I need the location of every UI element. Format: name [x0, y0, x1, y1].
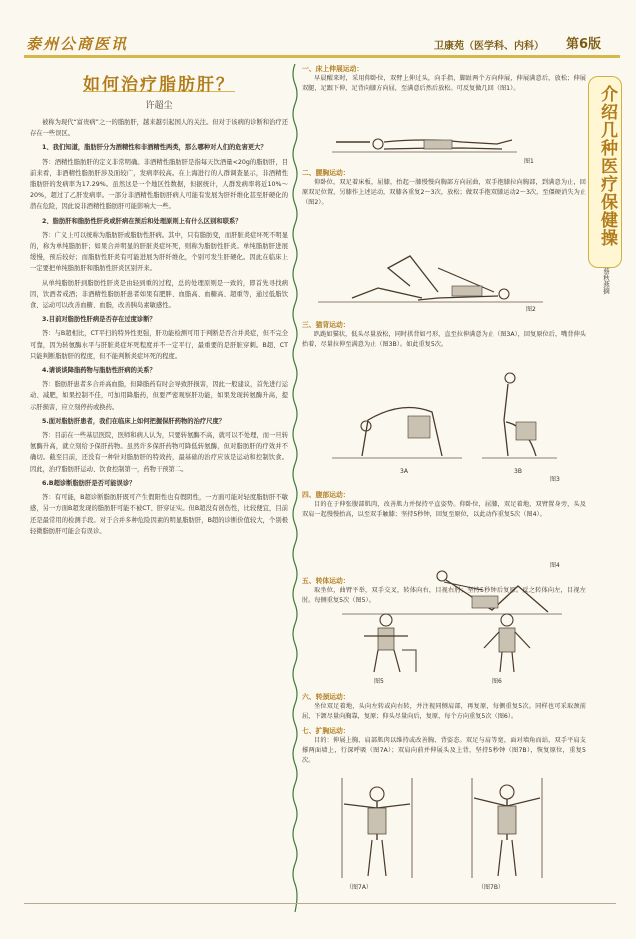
vertical-banner: [588, 76, 622, 268]
figure-7a-caption: （图7A）: [346, 884, 372, 891]
banner-author: 蔡秋燕摘: [602, 268, 610, 294]
figure-2-knee-hug: [318, 228, 548, 312]
article-title: 如何治疗脂肪肝？: [83, 75, 235, 95]
article-paragraph: 答：酒精性脂肪肝的定义非常明确。非酒精性脂肪肝是指每天饮酒量<20g的脂肪肝，目前来看，非酒精性脂肪肝涉及面较广，发病率较高。在上海进行的人群调查显示，非酒精性脂肪肝的发病率为17.29%。虽然这是一个地区性数据，但据统计，人群发病率将近10%～20%，超过了乙肝发病率。一部分非酒精性脂肪肝病人可能有发展为肝纤维化甚至肝硬化的潜在危险，因此说非酒精性脂肪肝可能影响大一些。: [30, 158, 288, 211]
exercise-1: [302, 64, 586, 94]
figure-3a-caption: 3A: [400, 468, 408, 475]
header-rule: [24, 55, 620, 58]
figure-7a-corner-stretch: [332, 774, 422, 880]
article-paragraph: 答：目前在一些基层医院，医师和病人认为，只要转氨酶不高，就可以不处理，而一旦转氨酶升高，就立刻给予保肝药物。虽然许多保肝药物可降低转氨酶，但对脂肪肝的疗效并不确切。截至目前，还没有一种针对脂肪肝的特效药，最基础的治疗应该是运动和控制饮食。因此，治疗脂肪肝运动、饮食控制第一，药物干预第二。: [30, 432, 288, 473]
exercise-text: 目的在于伸张腹部肌肉，改善肌力并保持平直姿势。仰卧位，屈膝，双足着地，双臂置身旁，头及双肩一起慢慢抬高，以至双手触膝；坚持5秒钟，回复至原位，以此动作重复5次（图4）。: [302, 501, 586, 519]
exercise-text: 目的：伸展上胸、肩部肌肉以维持或改善胸、背姿态。双足与肩等宽，面对墙角而站，双手平肩支撑两面墙上，行深呼吸（图7A）；双肩向前并伸展头及上背，坚持5秒钟（图7B），恢复原位，重复5次。: [302, 737, 586, 765]
exercise-heading: 四、腹部运动：: [302, 491, 350, 499]
exercise-text: 取坐位，曲臂平举，双手交叉，转体向右，目视右肘；坚持5秒钟后复原。反之转体向左，目视左肘。每侧重复5次（图5）。: [302, 587, 586, 605]
exercise-heading: 一、床上伸展运动：: [302, 65, 364, 73]
exercise-heading: 五、转体运动：: [302, 577, 350, 585]
figure-1-lying-stretch: [312, 118, 532, 162]
exercise-text: 坐位双足着地，头向左转或向右转，并注视同侧肩部，再复原，每侧重复5次。同样也可采取颈前屈，下颌尽量向胸靠，复原；仰头尽量向后，复原，每个方向重复5次（图6）。: [302, 703, 586, 721]
section-tag: 卫康苑（医学科、内科）: [434, 41, 544, 52]
article-question: 2、脂肪肝和脂肪性肝炎或肝病在预后和处理原则上有什么区别和联系？: [42, 217, 242, 225]
article-question: 3.目前对脂肪性肝病是否存在过度诊断？: [42, 316, 156, 324]
article-column: [30, 66, 288, 540]
article-body: [30, 117, 288, 537]
article-paragraph: 答：有可能，B超诊断脂肪肝既可产生假阳性也有假阴性，一方面可能对轻度脂肪肝不敏感，另一方面B超发现的脂肪肝可能不被CT、肝穿证实。但B超没有创伤性，比较便宜，目前还是最常用的检测手段。对于合并多种危险因素的明显脂肪肝，B超的诊断价值较大，个别极轻微脂肪肝可能会有误诊。: [30, 494, 288, 535]
exercise-heading: 三、猫背运动：: [302, 321, 350, 329]
article-paragraph: 答：与B超相比，CT平扫的特异性更强，肝功能检测可用于判断是否合并炎症，但不完全可靠，因为转氨酶水平与肝脏炎症坏死程度并不一定平行，最重要的是肝脏穿刺。B超、CT只能判断脂肪肝的程度，但不能判断炎症坏死的程度。: [30, 330, 288, 360]
figure-6-neck-turn: [472, 610, 542, 674]
exercise-text: 趴跪如猫状，低头尽量放松，同时拱背如弓形，直至拉伸满意为止（图3A），回复原位后，嘴背伸头抬着，尽量拉伸至满意为止（图3B）。如此重复5次。: [302, 331, 586, 349]
article-author: 许超尘: [145, 101, 173, 111]
exercise-3: [302, 320, 586, 350]
exercise-column: [302, 64, 586, 904]
article-paragraph: 答：广义上可以统称为脂肪肝或脂肪性肝病。其中，只有脂肪变，而肝脏炎症坏死不明显的，称为单纯脂肪肝；如果合并明显的肝脏炎症坏死，则称为脂肪性肝炎。单纯脂肪肝进展缓慢，预后较好；而脂肪性肝炎有可能进展为肝纤维化，个别可发生肝硬化。因此在临床上一定要把单纯脂肪肝和脂肪性肝炎区别开来。: [30, 231, 288, 273]
page-header: [24, 36, 620, 52]
figure-5-caption: 图5: [374, 678, 384, 685]
masthead: 泰州公商医讯: [26, 35, 129, 53]
footer-rule: [24, 903, 616, 904]
article-question: 1、我们知道，脂肪肝分为酒精性和非酒精性两类，那么哪种对人们的危害更大？: [42, 144, 267, 152]
exercise-2: [302, 168, 586, 209]
exercise-heading: 六、转颈运动：: [302, 693, 350, 701]
page-number: 第6版: [566, 37, 602, 52]
figure-6-caption: 图6: [492, 678, 502, 685]
article-paragraph: 被称为现代“富贵病”之一的脂肪肝，越来越引起国人的关注。但对于该病的诊断和治疗还存在一些误区。: [30, 119, 288, 138]
article-question: 6.B超诊断脂肪肝是否可能误诊？: [42, 479, 136, 487]
column-divider: [290, 64, 300, 912]
exercise-6: [302, 692, 586, 722]
exercise-text: 早晨醒来时，采用仰卧位，双臂上伸过头，向手指，脚趾两个方向伸展，伸展满意后，放松；伸展双腿，足跟下伸，足背向膝方向屈，至满意后然后放松。可反复做几回（图1）。: [302, 75, 586, 93]
exercise-text: 仰卧位，双足着床板，屈膝，抬起一膝慢慢向胸部方向屈曲，双手抱膝拉向胸部，到满意为止，回原双足位置，另膝作上述运动，双膝各重复2～3次，放松；做双手抱双膝运动2～3次，至僵硬消失为止（图2）。: [302, 179, 586, 207]
figure-5-seated-twist: [354, 610, 424, 674]
figure-4-caption: 图4: [550, 562, 560, 569]
exercise-heading: 七、扩胸运动：: [302, 727, 350, 735]
figure-7b-corner-stretch: [462, 774, 552, 880]
figure-7b-caption: （图7B）: [478, 884, 504, 891]
figure-2-caption: 图2: [526, 306, 536, 313]
figure-3-cat-back: [322, 360, 572, 466]
exercise-4: [302, 490, 586, 520]
article-question: 4.请谈谈降脂药物与脂肪性肝病的关系？: [42, 367, 156, 375]
figure-1-caption: 图1: [524, 158, 534, 165]
article-question: 5.面对脂肪肝患者，我们在临床上如何把握保肝药物的治疗尺度？: [42, 417, 226, 425]
figure-3b-caption: 3B: [514, 468, 522, 475]
figure-3-caption: 图3: [550, 476, 560, 483]
exercise-heading: 二、腰胸运动：: [302, 169, 350, 177]
exercise-5: [302, 576, 586, 606]
banner-title: 介绍几种医疗保健操: [597, 85, 617, 247]
article-paragraph: 答：脂肪肝患者多合并高血脂，但降脂药有时会导致肝损害，因此一般建议，首先进行运动、减肥，如果控制不佳，可加用降脂药，但要严密观察肝功能，如果发现转氨酶升高，提示肝损害，应立刻停药或换药。: [30, 381, 288, 411]
article-paragraph: 从单纯脂肪肝到脂肪性肝炎是由轻到重的过程，总的处理原则是一致的，即首先寻找病因，饮酒者戒酒；非酒精性脂肪肝患者如果有肥胖、血脂高、血糖高、超重等，通过低脂饮食、运动可以改善血糖、血脂，改善胰岛素敏感性。: [30, 279, 288, 310]
exercise-7: [302, 726, 586, 767]
